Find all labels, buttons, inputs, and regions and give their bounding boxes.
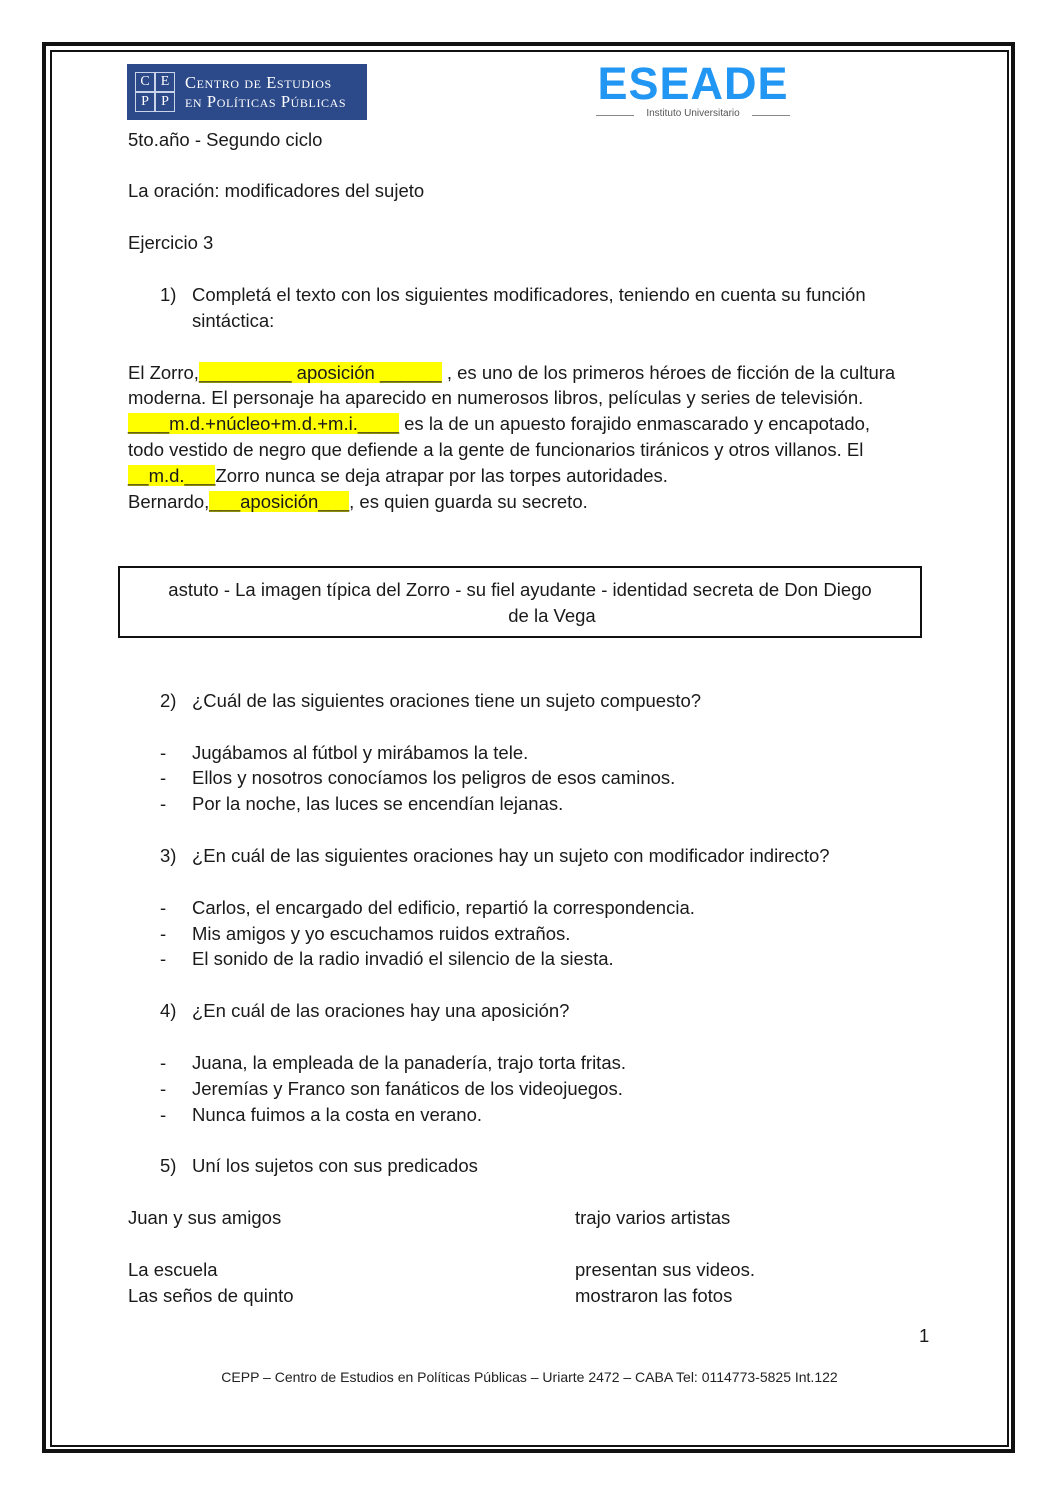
q2-number: 2) (160, 690, 177, 711)
q5-text: Uní los sujetos con sus predicados (192, 1155, 478, 1176)
q1-text-line1: Completá el texto con los siguientes modificadores, teniendo en cuenta su función (192, 284, 866, 305)
q5-subject: Juan y sus amigos (128, 1207, 282, 1228)
q4-option: Juana, la empleada de la panadería, trajo torta fritas. (192, 1052, 626, 1073)
footer-text: CEPP – Centro de Estudios en Políticas Públicas – Uriarte 2472 – CABA Tel: 0114773-5825 Int.122 (221, 1369, 838, 1385)
list-bullet: - (160, 742, 167, 763)
q1-text-line2: sintáctica: (192, 310, 275, 331)
list-bullet: - (160, 1052, 167, 1073)
answer-highlight: ___aposición___ (209, 491, 350, 512)
text-segment: Zorro nunca se deja atrapar por las torpes autoridades. (215, 465, 668, 486)
paragraph-line5 (128, 463, 668, 489)
text-segment: , es uno de los primeros héroes de ficción de la cultura (441, 362, 896, 383)
text-segment: El Zorro, (128, 362, 199, 383)
q5-predicate: presentan sus videos. (575, 1259, 755, 1280)
list-bullet: - (160, 793, 167, 814)
list-bullet: - (160, 1104, 167, 1125)
q4-text: ¿En cuál de las oraciones hay una aposición? (192, 1000, 570, 1021)
eseade-logo-rule-right (752, 115, 790, 116)
eseade-logo-name: ESEADE (597, 58, 789, 109)
list-bullet: - (160, 897, 167, 918)
list-bullet: - (160, 1078, 167, 1099)
answer-highlight: ____m.d.+núcleo+m.d.+m.i.____ (128, 413, 399, 434)
text-segment: Bernardo, (128, 491, 210, 512)
q3-text: ¿En cuál de las siguientes oraciones hay un sujeto con modificador indirecto? (192, 845, 830, 866)
q2-text: ¿Cuál de las siguientes oraciones tiene un sujeto compuesto? (192, 690, 702, 711)
cepp-letter: P (155, 92, 175, 112)
page-number: 1 (919, 1325, 930, 1346)
exercise-title: Ejercicio 3 (128, 232, 214, 253)
word-box (118, 566, 922, 638)
q3-option: Mis amigos y yo escuchamos ruidos extraños. (192, 923, 571, 944)
word-box-line1: astuto - La imagen típica del Zorro - su fiel ayudante - identidad secreta de Don Diego (168, 579, 872, 600)
list-bullet: - (160, 923, 167, 944)
word-box-text (120, 577, 920, 629)
q2-option: Por la noche, las luces se encendían lejanas. (192, 793, 564, 814)
text-segment: es la de un apuesto forajido enmascarado y encapotado, (399, 413, 871, 434)
word-box-line2: de la Vega (508, 605, 596, 626)
answer-highlight: __m.d.___ (128, 465, 216, 486)
cepp-logo-text (185, 73, 346, 111)
q5-subject: Las seños de quinto (128, 1285, 294, 1306)
text-segment: , es quien guarda su secreto. (349, 491, 588, 512)
cepp-letter: E (155, 72, 175, 92)
q5-number: 5) (160, 1155, 177, 1176)
q3-option: El sonido de la radio invadió el silencio de la siesta. (192, 948, 614, 969)
eseade-logo-subtitle: Instituto Universitario (646, 108, 740, 119)
cepp-monogram (135, 72, 175, 112)
q1-number: 1) (160, 284, 177, 305)
paragraph-line4: todo vestido de negro que defiende a la gente de funcionarios tiránicos y otros villanos. El (128, 439, 864, 460)
paragraph-line3 (128, 411, 870, 437)
cepp-logo-line2: en Políticas Públicas (185, 92, 347, 111)
q5-predicate: mostraron las fotos (575, 1285, 733, 1306)
q3-number: 3) (160, 845, 177, 866)
list-bullet: - (160, 767, 167, 788)
q3-option: Carlos, el encargado del edificio, repartió la correspondencia. (192, 897, 695, 918)
cepp-logo-line1: Centro de Estudios (185, 73, 332, 92)
q2-option: Ellos y nosotros conocíamos los peligros de esos caminos. (192, 767, 676, 788)
topic-title: La oración: modificadores del sujeto (128, 180, 425, 201)
answer-highlight: _________ aposición ______ (198, 362, 442, 383)
paragraph-line1 (128, 360, 895, 386)
q4-option: Jeremías y Franco son fanáticos de los videojuegos. (192, 1078, 623, 1099)
eseade-logo (596, 58, 790, 122)
q2-option: Jugábamos al fútbol y mirábamos la tele. (192, 742, 529, 763)
paragraph-line2: moderna. El personaje ha aparecido en numerosos libros, películas y series de televisión. (128, 387, 864, 408)
cepp-letter: C (135, 72, 155, 92)
paragraph-line6 (128, 489, 588, 515)
q4-option: Nunca fuimos a la costa en verano. (192, 1104, 482, 1125)
q4-number: 4) (160, 1000, 177, 1021)
cepp-letter: P (135, 92, 155, 112)
cepp-logo (127, 64, 367, 120)
q5-subject: La escuela (128, 1259, 218, 1280)
list-bullet: - (160, 948, 167, 969)
course-label: 5to.año - Segundo ciclo (128, 129, 323, 150)
q5-predicate: trajo varios artistas (575, 1207, 731, 1228)
